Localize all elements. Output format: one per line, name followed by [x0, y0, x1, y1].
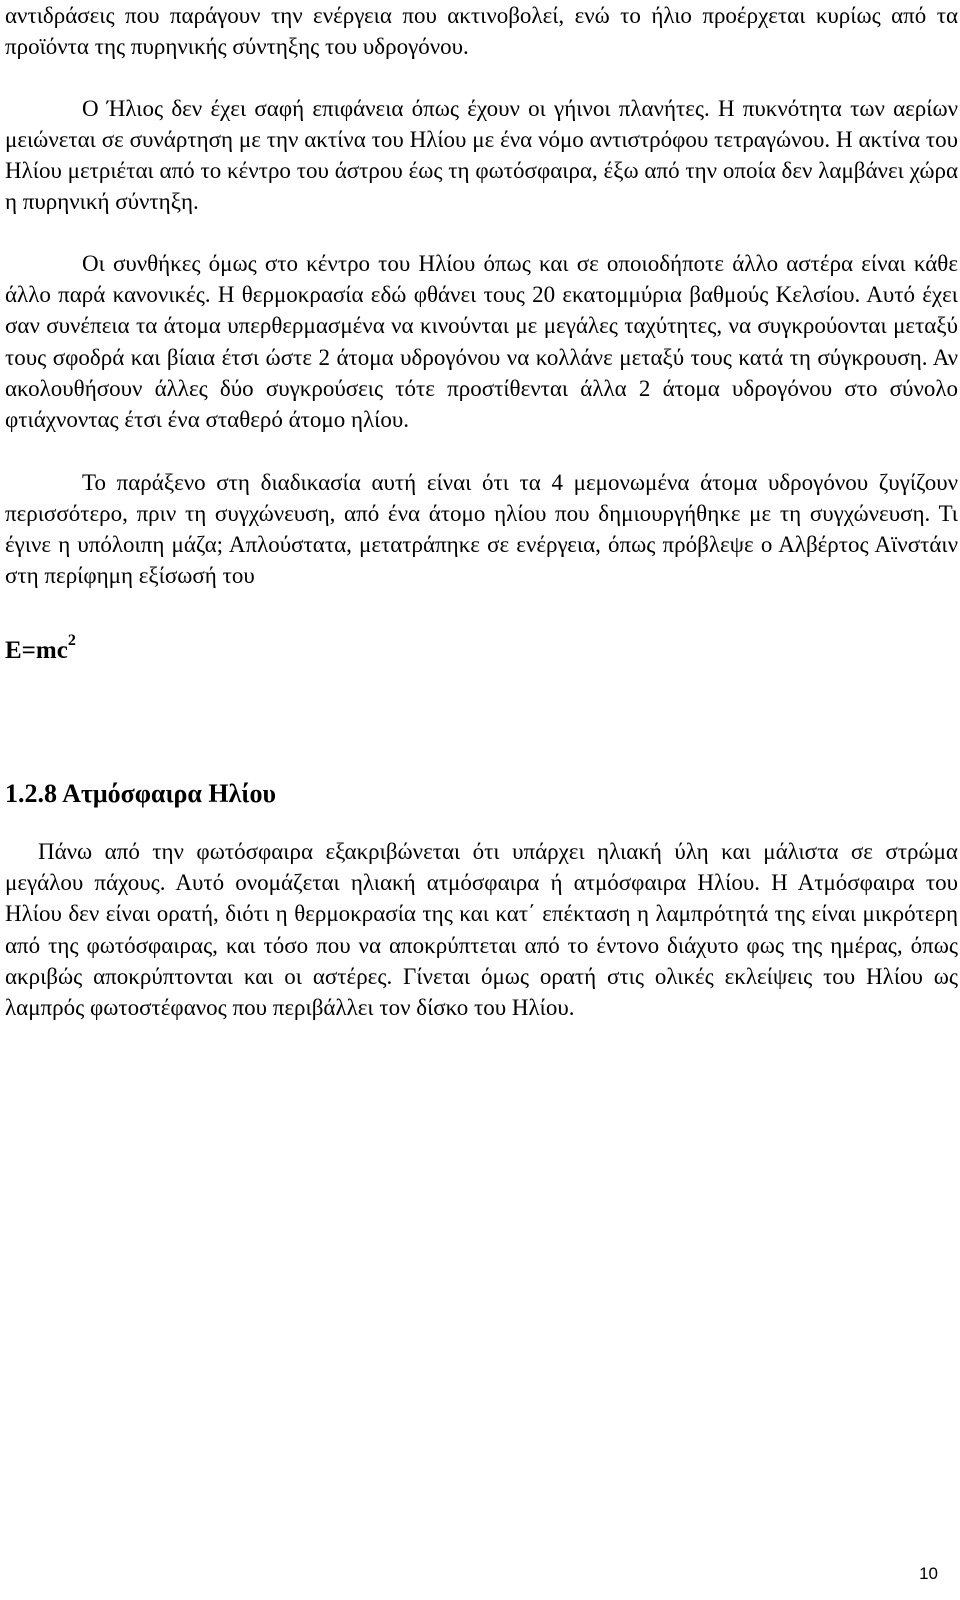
paragraph-spacer [5, 436, 958, 467]
paragraph-core-conditions: Οι συνθήκες όμως στο κέντρο του Ηλίου όπως και σε οποιοδήποτε άλλο αστέρα είναι κάθε άλλο παρά κανονικές. Η θερμοκρασία εδώ φθάνει τους 20 εκατομμύρια βαθμούς Κελσίου. Αυτό έχει σαν συνέπεια τα άτομα υπερθερμασμένα να κινούνται με μεγάλες ταχύτητες, να συγκρούονται μεταξύ τους σφοδρά και βίαια έτσι ώστε 2 άτομα υδρογόνου να κολλάνε μεταξύ τους κατά τη σύγκρουση. Αν ακολουθήσουν άλλες δύο συγκρούσεις τότε προστίθενται άλλα 2 άτομα υδρογόνου στο σύνολο φτιάχνοντας έτσι ένα σταθερό άτομο ηλίου. [5, 250, 958, 433]
section-spacer [5, 666, 958, 778]
equation-base: E=mc [5, 636, 68, 664]
paragraph-fusion-products: αντιδράσεις που παράγουν την ενέργεια που ακτινοβολεί, ενώ το ήλιο προέρχεται κυρίως από τα προϊόντα της πυρηνικής σύντηξης του υδρογόνου. [5, 3, 958, 60]
page-number: 10 [919, 1564, 938, 1583]
heading-spacer [5, 810, 958, 836]
paragraph-mass-energy: Το παράξενο στη διαδικασία αυτή είναι ότι τα 4 μεμονωμένα άτομα υδρογόνου ζυγίζουν περισσότερο, πριν τη συγχώνευση, από ένα άτομο ηλίου που δημιουργήθηκε με τη συγχώνευση. Τι έγινε η υπόλοιπη μάζα; Απλούστατα, μετατράπηκε σε ενέργεια, όπως πρόβλεψε ο Αλβέρτος Αϊνστάιν στη περίφημη εξίσωσή του [5, 469, 958, 589]
paragraph-spacer [5, 218, 958, 248]
paragraph-spacer [5, 63, 958, 93]
paragraph-spacer [5, 592, 958, 636]
paragraph-solar-atmosphere: Πάνω από την φωτόσφαιρα εξακριβώνεται ότι υπάρχει ηλιακή ύλη και μάλιστα σε στρώμα μεγάλου πάχους. Αυτό ονομάζεται ηλιακή ατμόσφαιρα ή ατμόσφαιρα Ηλίου. Η Ατμόσφαιρα του Ηλίου δεν είναι ορατή, διότι η θερμοκρασία της και κατ΄ επέκταση η λαμπρότητά της είναι μικρότερη από της φωτόσφαιρας, και τόσο που να αποκρύπτεται από το έντονο διάχυτο φως της ημέρας, όπως ακριβώς αποκρύπτονται και οι αστέρες. Γίνεται όμως ορατή στις ολικές εκλείψεις του Ηλίου ως λαμπρός φωτοστέφανος που περιβάλλει τον δίσκο του Ηλίου. [5, 838, 958, 1021]
document-content [5, 0, 958, 1024]
paragraph-sun-surface: Ο Ήλιος δεν έχει σαφή επιφάνεια όπως έχουν οι γήινοι πλανήτες. Η πυκνότητα των αερίων μειώνεται σε συνάρτηση με την ακτίνα του Ηλίου με ένα νόμο αντιστρόφου τετραγώνου. Η ακτίνα του Ηλίου μετριέται από το κέντρο του άστρου έως τη φωτόσφαιρα, έξω από την οποία δεν λαμβάνει χώρα η πυρηνική σύντηξη. [5, 95, 958, 215]
einstein-equation [5, 632, 958, 666]
equation-exponent: 2 [67, 632, 76, 650]
section-heading: 1.2.8 Ατμόσφαιρα Ηλίου [5, 778, 276, 808]
